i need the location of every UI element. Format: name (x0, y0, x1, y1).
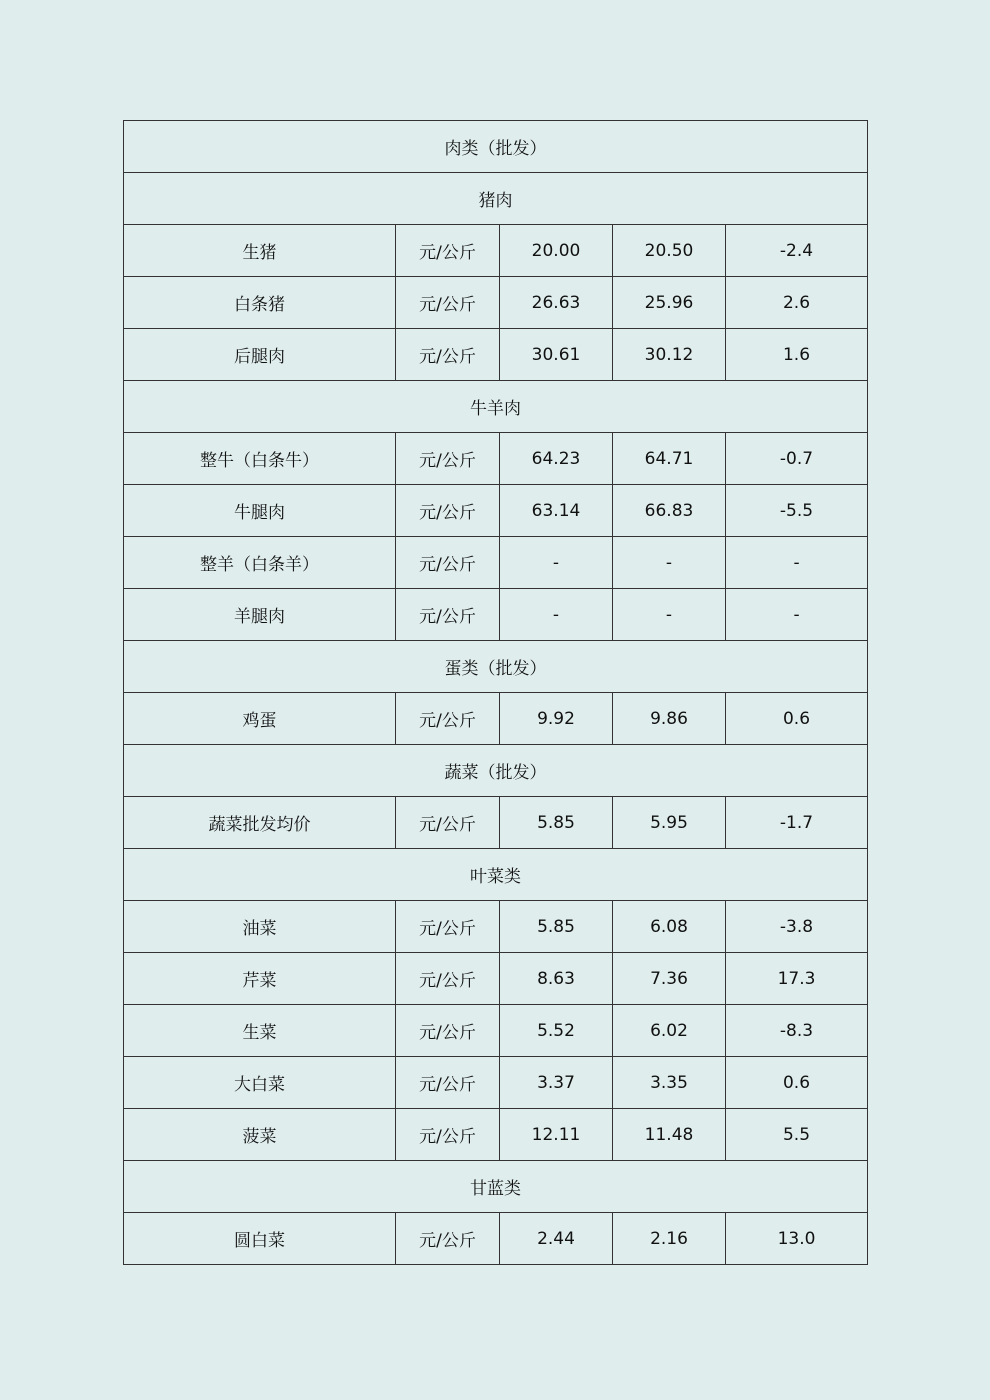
table-row (124, 485, 868, 537)
section-label: 牛羊肉 (124, 381, 868, 433)
change-percent-cell: -2.4 (726, 225, 868, 277)
current-price-cell: 26.63 (500, 277, 613, 329)
section-label: 叶菜类 (124, 849, 868, 901)
unit-cell: 元/公斤 (396, 589, 500, 641)
table-row (124, 277, 868, 329)
table-row (124, 589, 868, 641)
unit-cell: 元/公斤 (396, 433, 500, 485)
current-price-cell: 9.92 (500, 693, 613, 745)
section-header-row (124, 173, 868, 225)
unit-cell: 元/公斤 (396, 901, 500, 953)
previous-price-cell: 20.50 (613, 225, 726, 277)
previous-price-cell: 9.86 (613, 693, 726, 745)
change-percent-cell: 0.6 (726, 1057, 868, 1109)
previous-price-cell: 25.96 (613, 277, 726, 329)
section-header-row (124, 381, 868, 433)
item-name-cell: 羊腿肉 (124, 589, 396, 641)
section-header-row (124, 849, 868, 901)
previous-price-cell: 3.35 (613, 1057, 726, 1109)
current-price-cell: 3.37 (500, 1057, 613, 1109)
change-percent-cell: - (726, 589, 868, 641)
table-row (124, 225, 868, 277)
previous-price-cell: 11.48 (613, 1109, 726, 1161)
item-name-cell: 菠菜 (124, 1109, 396, 1161)
section-header-row (124, 121, 868, 173)
unit-cell: 元/公斤 (396, 693, 500, 745)
table-row (124, 537, 868, 589)
current-price-cell: - (500, 537, 613, 589)
item-name-cell: 油菜 (124, 901, 396, 953)
change-percent-cell: 13.0 (726, 1213, 868, 1265)
unit-cell: 元/公斤 (396, 277, 500, 329)
unit-cell: 元/公斤 (396, 1057, 500, 1109)
item-name-cell: 芹菜 (124, 953, 396, 1005)
current-price-cell: 30.61 (500, 329, 613, 381)
unit-cell: 元/公斤 (396, 1213, 500, 1265)
item-name-cell: 白条猪 (124, 277, 396, 329)
table-row (124, 1057, 868, 1109)
item-name-cell: 整羊（白条羊） (124, 537, 396, 589)
section-header-row (124, 745, 868, 797)
item-name-cell: 鸡蛋 (124, 693, 396, 745)
previous-price-cell: 66.83 (613, 485, 726, 537)
unit-cell: 元/公斤 (396, 485, 500, 537)
item-name-cell: 大白菜 (124, 1057, 396, 1109)
item-name-cell: 整牛（白条牛） (124, 433, 396, 485)
change-percent-cell: 17.3 (726, 953, 868, 1005)
previous-price-cell: 5.95 (613, 797, 726, 849)
item-name-cell: 生猪 (124, 225, 396, 277)
current-price-cell: 12.11 (500, 1109, 613, 1161)
change-percent-cell: 1.6 (726, 329, 868, 381)
current-price-cell: 2.44 (500, 1213, 613, 1265)
change-percent-cell: -8.3 (726, 1005, 868, 1057)
previous-price-cell: 7.36 (613, 953, 726, 1005)
table-row (124, 953, 868, 1005)
current-price-cell: 5.52 (500, 1005, 613, 1057)
previous-price-cell: 64.71 (613, 433, 726, 485)
current-price-cell: 20.00 (500, 225, 613, 277)
unit-cell: 元/公斤 (396, 1005, 500, 1057)
previous-price-cell: 30.12 (613, 329, 726, 381)
change-percent-cell: -1.7 (726, 797, 868, 849)
unit-cell: 元/公斤 (396, 953, 500, 1005)
item-name-cell: 牛腿肉 (124, 485, 396, 537)
section-label: 甘蓝类 (124, 1161, 868, 1213)
table-row (124, 329, 868, 381)
previous-price-cell: - (613, 537, 726, 589)
unit-cell: 元/公斤 (396, 1109, 500, 1161)
table-row (124, 1213, 868, 1265)
table-row (124, 433, 868, 485)
item-name-cell: 生菜 (124, 1005, 396, 1057)
previous-price-cell: 2.16 (613, 1213, 726, 1265)
current-price-cell: 5.85 (500, 797, 613, 849)
section-label: 猪肉 (124, 173, 868, 225)
unit-cell: 元/公斤 (396, 329, 500, 381)
unit-cell: 元/公斤 (396, 797, 500, 849)
section-label: 肉类（批发） (124, 121, 868, 173)
change-percent-cell: 2.6 (726, 277, 868, 329)
price-table-body (124, 121, 868, 1265)
section-header-row (124, 1161, 868, 1213)
item-name-cell: 蔬菜批发均价 (124, 797, 396, 849)
section-label: 蛋类（批发） (124, 641, 868, 693)
table-row (124, 797, 868, 849)
unit-cell: 元/公斤 (396, 225, 500, 277)
change-percent-cell: -3.8 (726, 901, 868, 953)
change-percent-cell: -0.7 (726, 433, 868, 485)
previous-price-cell: 6.02 (613, 1005, 726, 1057)
previous-price-cell: 6.08 (613, 901, 726, 953)
current-price-cell: 8.63 (500, 953, 613, 1005)
change-percent-cell: 5.5 (726, 1109, 868, 1161)
current-price-cell: 5.85 (500, 901, 613, 953)
unit-cell: 元/公斤 (396, 537, 500, 589)
change-percent-cell: - (726, 537, 868, 589)
table-row (124, 901, 868, 953)
current-price-cell: - (500, 589, 613, 641)
change-percent-cell: -5.5 (726, 485, 868, 537)
current-price-cell: 63.14 (500, 485, 613, 537)
item-name-cell: 后腿肉 (124, 329, 396, 381)
item-name-cell: 圆白菜 (124, 1213, 396, 1265)
previous-price-cell: - (613, 589, 726, 641)
current-price-cell: 64.23 (500, 433, 613, 485)
price-table (123, 120, 868, 1265)
section-header-row (124, 641, 868, 693)
table-row (124, 1109, 868, 1161)
table-row (124, 1005, 868, 1057)
section-label: 蔬菜（批发） (124, 745, 868, 797)
change-percent-cell: 0.6 (726, 693, 868, 745)
table-row (124, 693, 868, 745)
